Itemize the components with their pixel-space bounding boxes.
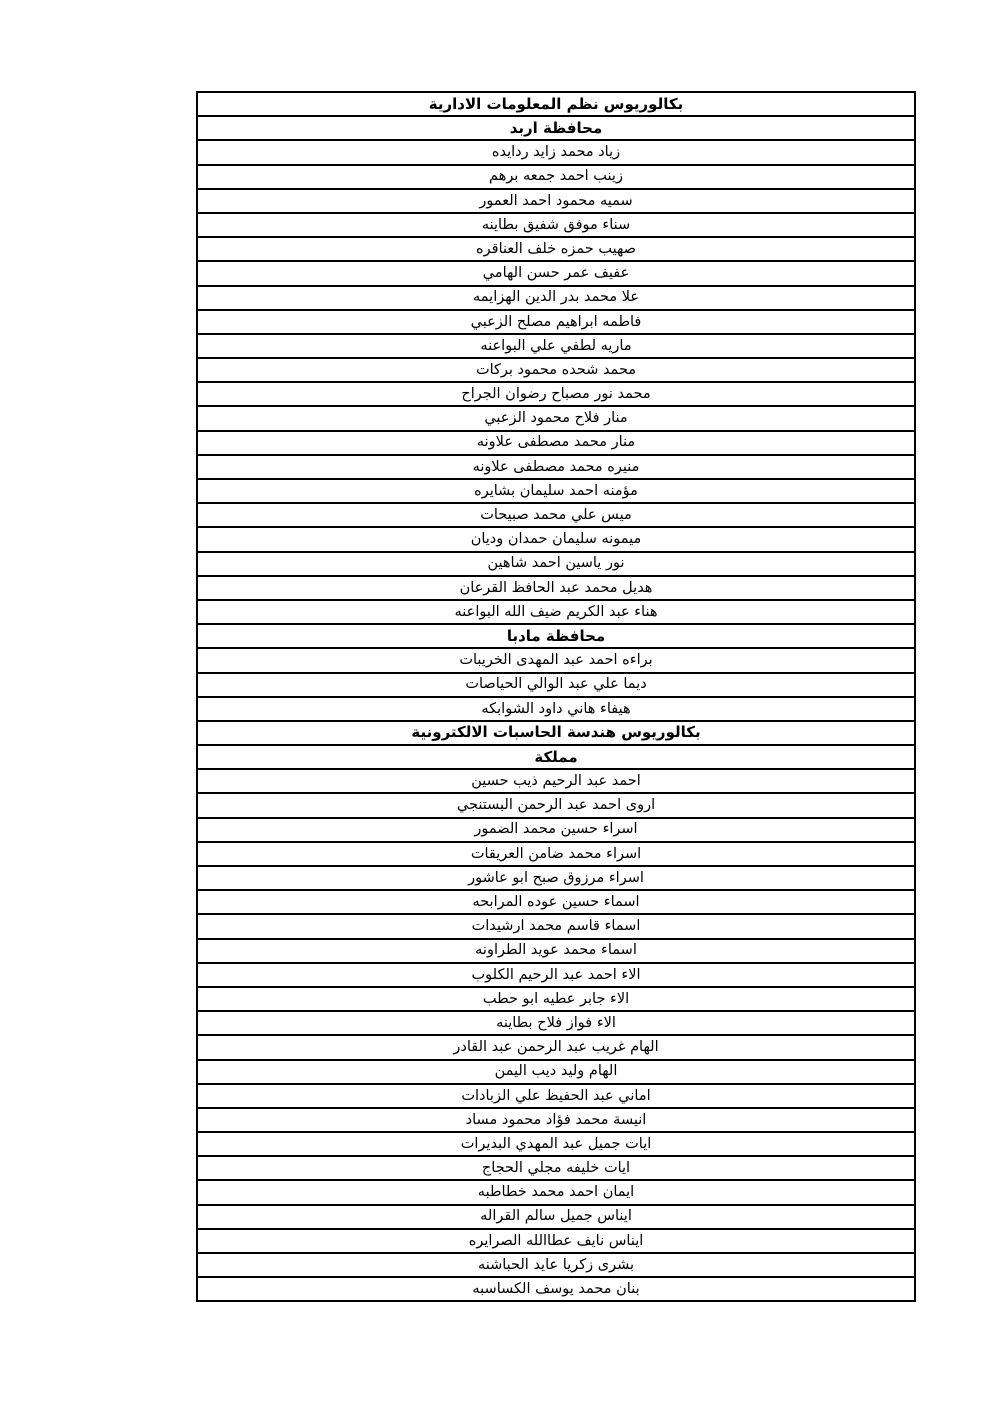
name-row: مؤمنه احمد سليمان بشايره	[198, 480, 914, 504]
name-row: ايات خليفه مجلي الحجاج	[198, 1157, 914, 1181]
name-row: فاطمه ابراهيم مصلح الزعبي	[198, 311, 914, 335]
name-row: هناء عبد الكريم ضيف الله البواعنه	[198, 601, 914, 625]
name-row: اسراء حسين محمد الضمور	[198, 819, 914, 843]
section-header: مملكة	[198, 746, 914, 770]
name-row: اسماء قاسم محمد ارشيدات	[198, 915, 914, 939]
name-row: ايات جميل عبد المهدي البديرات	[198, 1133, 914, 1157]
name-row: اروى احمد عبد الرحمن البستنجي	[198, 794, 914, 818]
name-row: ايمان احمد محمد خطاطبه	[198, 1181, 914, 1205]
name-row: زينب احمد جمعه برهم	[198, 166, 914, 190]
name-row: ميمونه سليمان حمدان وديان	[198, 528, 914, 552]
name-row: بشرى زكريا عايد الحباشنه	[198, 1254, 914, 1278]
name-row: سناء موفق شفيق بطاينه	[198, 214, 914, 238]
name-row: محمد نور مصباح رضوان الجراح	[198, 383, 914, 407]
name-row: عفيف عمر حسن الهامي	[198, 262, 914, 286]
name-row: اماني عبد الحفيظ علي الزبادات	[198, 1085, 914, 1109]
name-row: اسماء محمد عويد الطراونه	[198, 940, 914, 964]
name-row: سميه محمود احمد العمور	[198, 190, 914, 214]
name-row: الاء جابر عطيه ابو حطب	[198, 988, 914, 1012]
name-row: الاء فواز فلاح بطاينه	[198, 1012, 914, 1036]
name-row: براءه احمد عبد المهدى الخريبات	[198, 649, 914, 673]
name-row: صهيب حمزه خلف العناقره	[198, 238, 914, 262]
name-row: منيره محمد مصطفى علاونه	[198, 456, 914, 480]
section-header: محافظة مادبا	[198, 625, 914, 649]
name-row: الهام وليد ديب اليمن	[198, 1061, 914, 1085]
section-header: بكالوريوس هندسة الحاسبات الالكترونية	[198, 722, 914, 746]
name-row: اسماء حسين عوده المرابحه	[198, 891, 914, 915]
name-row: هديل محمد عبد الحافظ القرعان	[198, 577, 914, 601]
name-row: نور ياسين احمد شاهين	[198, 553, 914, 577]
name-row: اسراء محمد ضامن العريقات	[198, 843, 914, 867]
name-row: منار فلاح محمود الزعبي	[198, 407, 914, 431]
name-row: الاء احمد عبد الرحيم الكلوب	[198, 964, 914, 988]
name-row: هيفاء هاني داود الشوابكه	[198, 698, 914, 722]
name-row: الهام غريب عبد الرحمن عبد القادر	[198, 1036, 914, 1060]
name-row: ديما علي عبد الوالي الحياصات	[198, 674, 914, 698]
name-row: منار محمد مصطفى علاونه	[198, 432, 914, 456]
section-header: بكالوريوس نظم المعلومات الادارية	[198, 93, 914, 117]
name-row: ايناس جميل سالم القراله	[198, 1206, 914, 1230]
section-header: محافظة اربد	[198, 117, 914, 141]
name-row: علا محمد بدر الدين الهزايمه	[198, 287, 914, 311]
name-row: ايناس نايف عطاالله الصرايره	[198, 1230, 914, 1254]
name-row: محمد شحده محمود بركات	[198, 359, 914, 383]
name-row: انيسة محمد فؤاد محمود مساد	[198, 1109, 914, 1133]
names-table	[196, 91, 916, 1302]
name-row: ماريه لطفي علي البواعنه	[198, 335, 914, 359]
name-row: اسراء مرزوق صبح ابو عاشور	[198, 867, 914, 891]
name-row: بنان محمد يوسف الكساسبه	[198, 1278, 914, 1302]
name-row: ميس علي محمد صبيحات	[198, 504, 914, 528]
name-row: احمد عبد الرحيم ذيب حسين	[198, 770, 914, 794]
name-row: زياد محمد زايد ردايده	[198, 141, 914, 165]
